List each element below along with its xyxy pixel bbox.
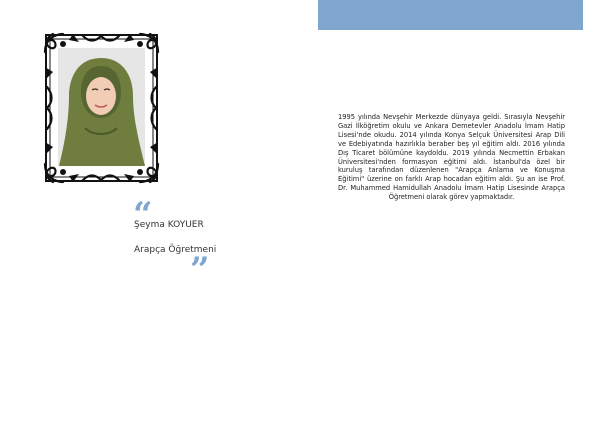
teacher-name: Şeyma KOYUER <box>134 220 204 230</box>
portrait-photo-icon <box>58 48 145 166</box>
profile-photo-frame <box>43 32 160 184</box>
biography-text: 1995 yılında Nevşehir Merkezde dünyaya geldi. Sırasıyla Nevşehir Gazi İlköğretim okulu ve Ankara Demetevler Anadolu İmam Hatip Lisesi'nde okudu. 2014 yılında Konya Selçuk Üniversitesi Arap Dili ve Edebiyatında hazırlıkla beraber beş yıl eğitim aldı. 2016 yılında Dış Ticaret bölümüne kaydoldu. 2019 yılında Necmettin Erbakan Üniversitesi'nden formasyon eğitimi aldı. İstanbul'da özel bir kuruluş tarafından düzenlenen "Arapça Anlama ve Konuşma Eğitimi" üzerine on farklı Arap hocadan eğitim aldı. Şu an ise Prof. Dr. Muhammed Hamidullah Anadolu İmam Hatip Lisesinde Arapça Öğretmeni olarak görev yapmaktadır. <box>338 113 565 202</box>
teacher-role: Arapça Öğretmeni <box>134 245 217 255</box>
ornate-frame-icon <box>43 32 160 184</box>
open-quote-icon: “ <box>133 195 153 235</box>
close-quote-icon: ” <box>190 250 210 290</box>
header-accent-bar <box>318 0 583 30</box>
